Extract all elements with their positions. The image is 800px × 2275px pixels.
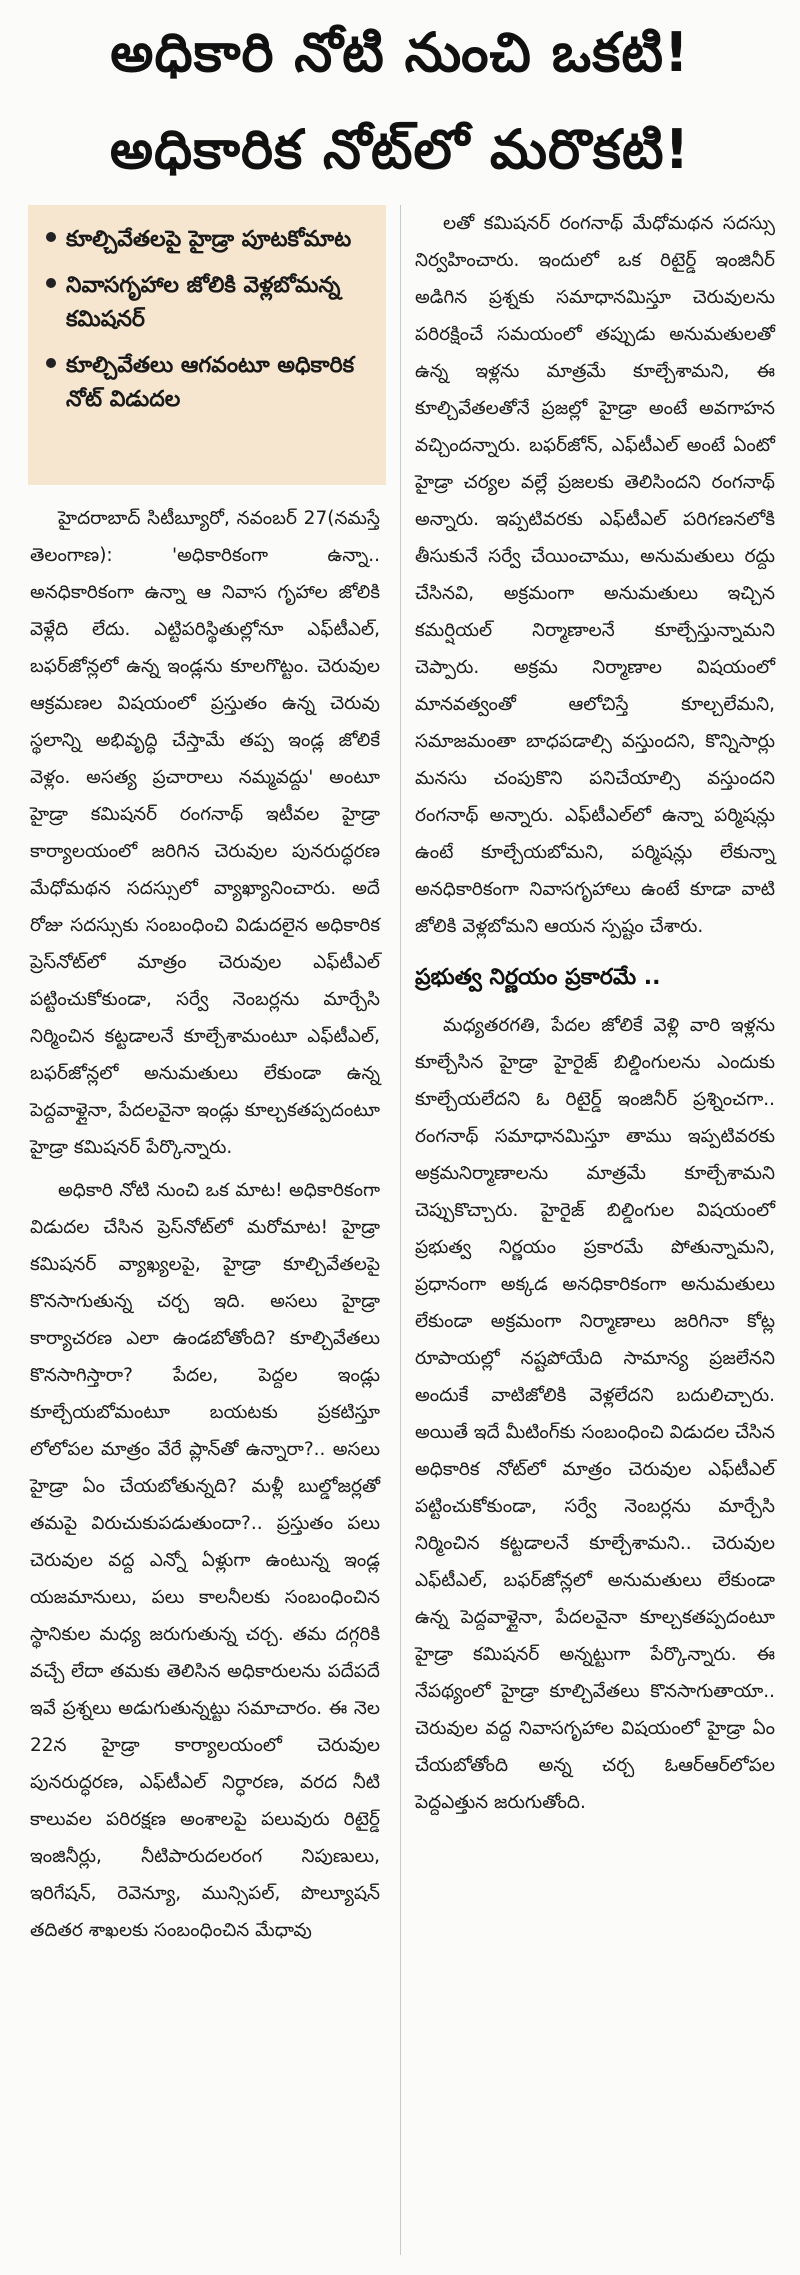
column-divider <box>400 205 401 2255</box>
headline-line-2: అధికారిక నోట్‌లో మరొకటి! <box>109 118 691 181</box>
highlight-item <box>44 349 374 417</box>
bullet-icon <box>46 358 56 368</box>
highlight-item <box>44 269 374 337</box>
bullet-icon <box>46 232 56 242</box>
article-paragraph: మధ్యతరగతి, పేదల జోలికే వెళ్లి వారి ఇళ్లను కూల్చేసిన హైడ్రా హైరైజ్ బిల్డింగులను ఎందుకు కూల్చేయలేదని ఓ రిటైర్డ్ ఇంజినీర్ ప్రశ్నించగా.. రంగనాథ్ సమాధానమిస్తూ తాము ఇప్పటివరకు అక్రమనిర్మాణాలను మాత్రమే కూల్చేశామని చెప్పుకొచ్చారు. హైరైజ్ బిల్డింగుల విషయంలో ప్రభుత్వ నిర్ణయం ప్రకారమే పోతున్నామని, ప్రధానంగా అక్కడ అనధికారికంగా అనుమతులు లేకుండా అక్రమంగా నిర్మాణాలు జరిగినా కోట్ల రూపాయల్లో నష్టపోయేది సామాన్య ప్రజలేనని అందుకే వాటిజోలికి వెళ్లలేదని బదులిచ్చారు. అయితే ఇదే మీటింగ్‌కు సంబంధించి విడుదల చేసిన అధికారిక నోట్‌లో మాత్రం చెరువుల ఎఫ్‌టీఎల్ పట్టించుకోకుండా, సర్వే నెంబర్లను మార్చేసి నిర్మించిన కట్టడాలనే కూల్చేశామని.. చెరువుల ఎఫ్‌టీఎల్, బఫర్‌జోన్లలో అనుమతులు లేకుండా ఉన్న పెద్దవాళ్లైనా, పేదలవైనా కూల్చకతప్పదంటూ హైడ్రా కమిషనర్ అన్నట్టుగా పేర్కొన్నారు. ఈ నేపథ్యంలో హైడ్రా కూల్చివేతలు కొనసాగుతాయా.. చెరువుల వద్ద నివాసగృహాల విషయంలో హైడ్రా ఏం చేయబోతోంది అన్న చర్చ ఓఆర్ఆర్‌లోపల పెద్దఎత్తున జరుగుతోంది. <box>415 1015 775 1813</box>
highlight-text: కూల్చివేతలు ఆగవంటూ అధికారిక నోట్ విడుదల <box>66 353 355 412</box>
highlight-item <box>44 223 374 257</box>
article-paragraph: హైదరాబాద్ సిటీబ్యూరో, నవంబర్ 27(నమస్తే తెలంగాణ): 'అధికారికంగా ఉన్నా.. అనధికారికంగా ఉన్నా ఆ నివాస గృహాల జోలికి వెళ్లేది లేదు. ఎట్టిపరిస్థితుల్లోనూ ఎఫ్‌టీఎల్, బఫర్‌జోన్లలో ఉన్న ఇండ్లను కూలగొట్టం. చెరువుల ఆక్రమణల విషయంలో ప్రస్తుతం ఉన్న చెరువు స్థలాన్ని అభివృద్ధి చేస్తామే తప్ప ఇండ్ల జోలికే వెళ్లం. అసత్య ప్రచారాలు నమ్మవద్దు' అంటూ హైడ్రా కమిషనర్ రంగనాథ్ ఇటీవల హైడ్రా కార్యాలయంలో జరిగిన చెరువుల పునరుద్ధరణ మేధోమథన సదస్సులో వ్యాఖ్యానించారు. అదే రోజు సదస్సుకు సంబంధించి విడుదలైన అధికారిక ప్రెస్‌నోట్‌లో మాత్రం చెరువుల ఎఫ్‌టీఎల్ పట్టించుకోకుండా, సర్వే నెంబర్లను మార్చేసి నిర్మించిన కట్టడాలనే కూల్చేశామంటూ ఎఫ్‌టీఎల్, బఫర్‌జోన్లలో అనుమతులు లేకుండా ఉన్న పెద్దవాళ్లైనా, పేదలవైనా ఇండ్లు కూల్చకతప్పదంటూ హైడ్రా కమిషనర్ పేర్కొన్నారు. <box>30 508 380 1158</box>
bullet-icon <box>46 278 56 288</box>
article-paragraph: అధికారి నోటి నుంచి ఒక మాట! అధికారికంగా విడుదల చేసిన ప్రెస్‌నోట్‌లో మరోమాట! హైడ్రా కమిషనర్ వ్యాఖ్యలపై, హైడ్రా కూల్చివేతలపై కొనసాగుతున్న చర్చ ఇది. అసలు హైడ్రా కార్యాచరణ ఎలా ఉండబోతోంది? కూల్చివేతలు కొనసాగిస్తారా? పేదల, పెద్దల ఇండ్లు కూల్చేయబోమంటూ బయటకు ప్రకటిస్తూ లోలోపల మాత్రం వేరే ప్లాన్‌తో ఉన్నారా?.. అసలు హైడ్రా ఏం చేయబోతున్నది? మళ్లీ బుల్డోజర్లతో తమపై విరుచుకుపడుతుందా?.. ప్రస్తుతం పలు చెరువుల వద్ద ఎన్నో ఏళ్లుగా ఉంటున్న ఇండ్ల యజమానులు, పలు కాలనీలకు సంబంధించిన స్థానికుల మధ్య జరుగుతున్న చర్చ. తమ దగ్గరికి వచ్చే లేదా తమకు తెలిసిన అధికారులను పదేపదే ఇవే ప్రశ్నలు అడుగుతున్నట్టు సమాచారం. ఈ నెల 22న హైడ్రా కార్యాలయంలో చెరువుల పునరుద్ధరణ, ఎఫ్‌టీఎల్ నిర్ధారణ, వరద నీటి కాలువల పరిరక్షణ అంశాలపై పలువురు రిటైర్డ్ ఇంజినీర్లు, నీటిపారుదలరంగ నిపుణులు, ఇరిగేషన్, రెవెన్యూ, మున్సిపల్, పొల్యూషన్ తదితర శాఖలకు సంబంధించిన మేధావు <box>30 1180 380 1941</box>
highlight-text: నివాసగృహాల జోలికి వెళ్లబోమన్న కమిషనర్ <box>66 273 341 332</box>
highlight-text: కూల్చివేతలపై హైడ్రా పూటకోమాట <box>66 227 352 252</box>
right-column <box>415 205 775 1827</box>
headline-line-1: అధికారి నోటి నుంచి ఒకటి! <box>110 21 690 84</box>
highlights-box <box>28 205 386 485</box>
left-column <box>30 500 380 1955</box>
article-paragraph: లతో కమిషనర్ రంగనాథ్ మేధోమథన సదస్సు నిర్వహించారు. ఇందులో ఒక రిటైర్డ్ ఇంజినీర్ అడిగిన ప్రశ్నకు సమాధానమిస్తూ చెరువులను పరిరక్షించే సమయంలో తప్పుడు అనుమతులతో ఉన్న ఇళ్లను మాత్రమే కూల్చేశామని, ఈ కూల్చివేతలతోనే ప్రజల్లో హైడ్రా అంటే అవగాహన వచ్చిందన్నారు. బఫర్‌జోన్, ఎఫ్‌టీఎల్ అంటే ఏంటో హైడ్రా చర్యల వల్లే ప్రజలకు తెలిసిందని రంగనాథ్ అన్నారు. ఇప్పటివరకు ఎఫ్‌టీఎల్ పరిగణనలోకి తీసుకునే సర్వే చేయించాము, అనుమతులు రద్దు చేసినవి, అక్రమంగా అనుమతులు ఇచ్చిన కమర్షియల్ నిర్మాణాలనే కూల్చేస్తున్నామని చెప్పారు. అక్రమ నిర్మాణాల విషయంలో మానవత్వంతో ఆలోచిస్తే కూల్చలేమని, సమాజమంతా బాధపడాల్సి వస్తుందని, కొన్నిసార్లు మనసు చంపుకొని పనిచేయాల్సి వస్తుందని రంగనాథ్ అన్నారు. ఎఫ్‌టీఎల్‌లో ఉన్నా పర్మిషన్లు ఉంటే కూల్చేయబోమని, పర్మిషన్లు లేకున్నా అనధికారికంగా నివాసగృహాలు ఉంటే కూడా వాటి జోలికి వెళ్లబోమని ఆయన స్పష్టం చేశారు. <box>415 213 775 937</box>
subheading: ప్రభుత్వ నిర్ణయం ప్రకారమే .. <box>415 965 661 990</box>
